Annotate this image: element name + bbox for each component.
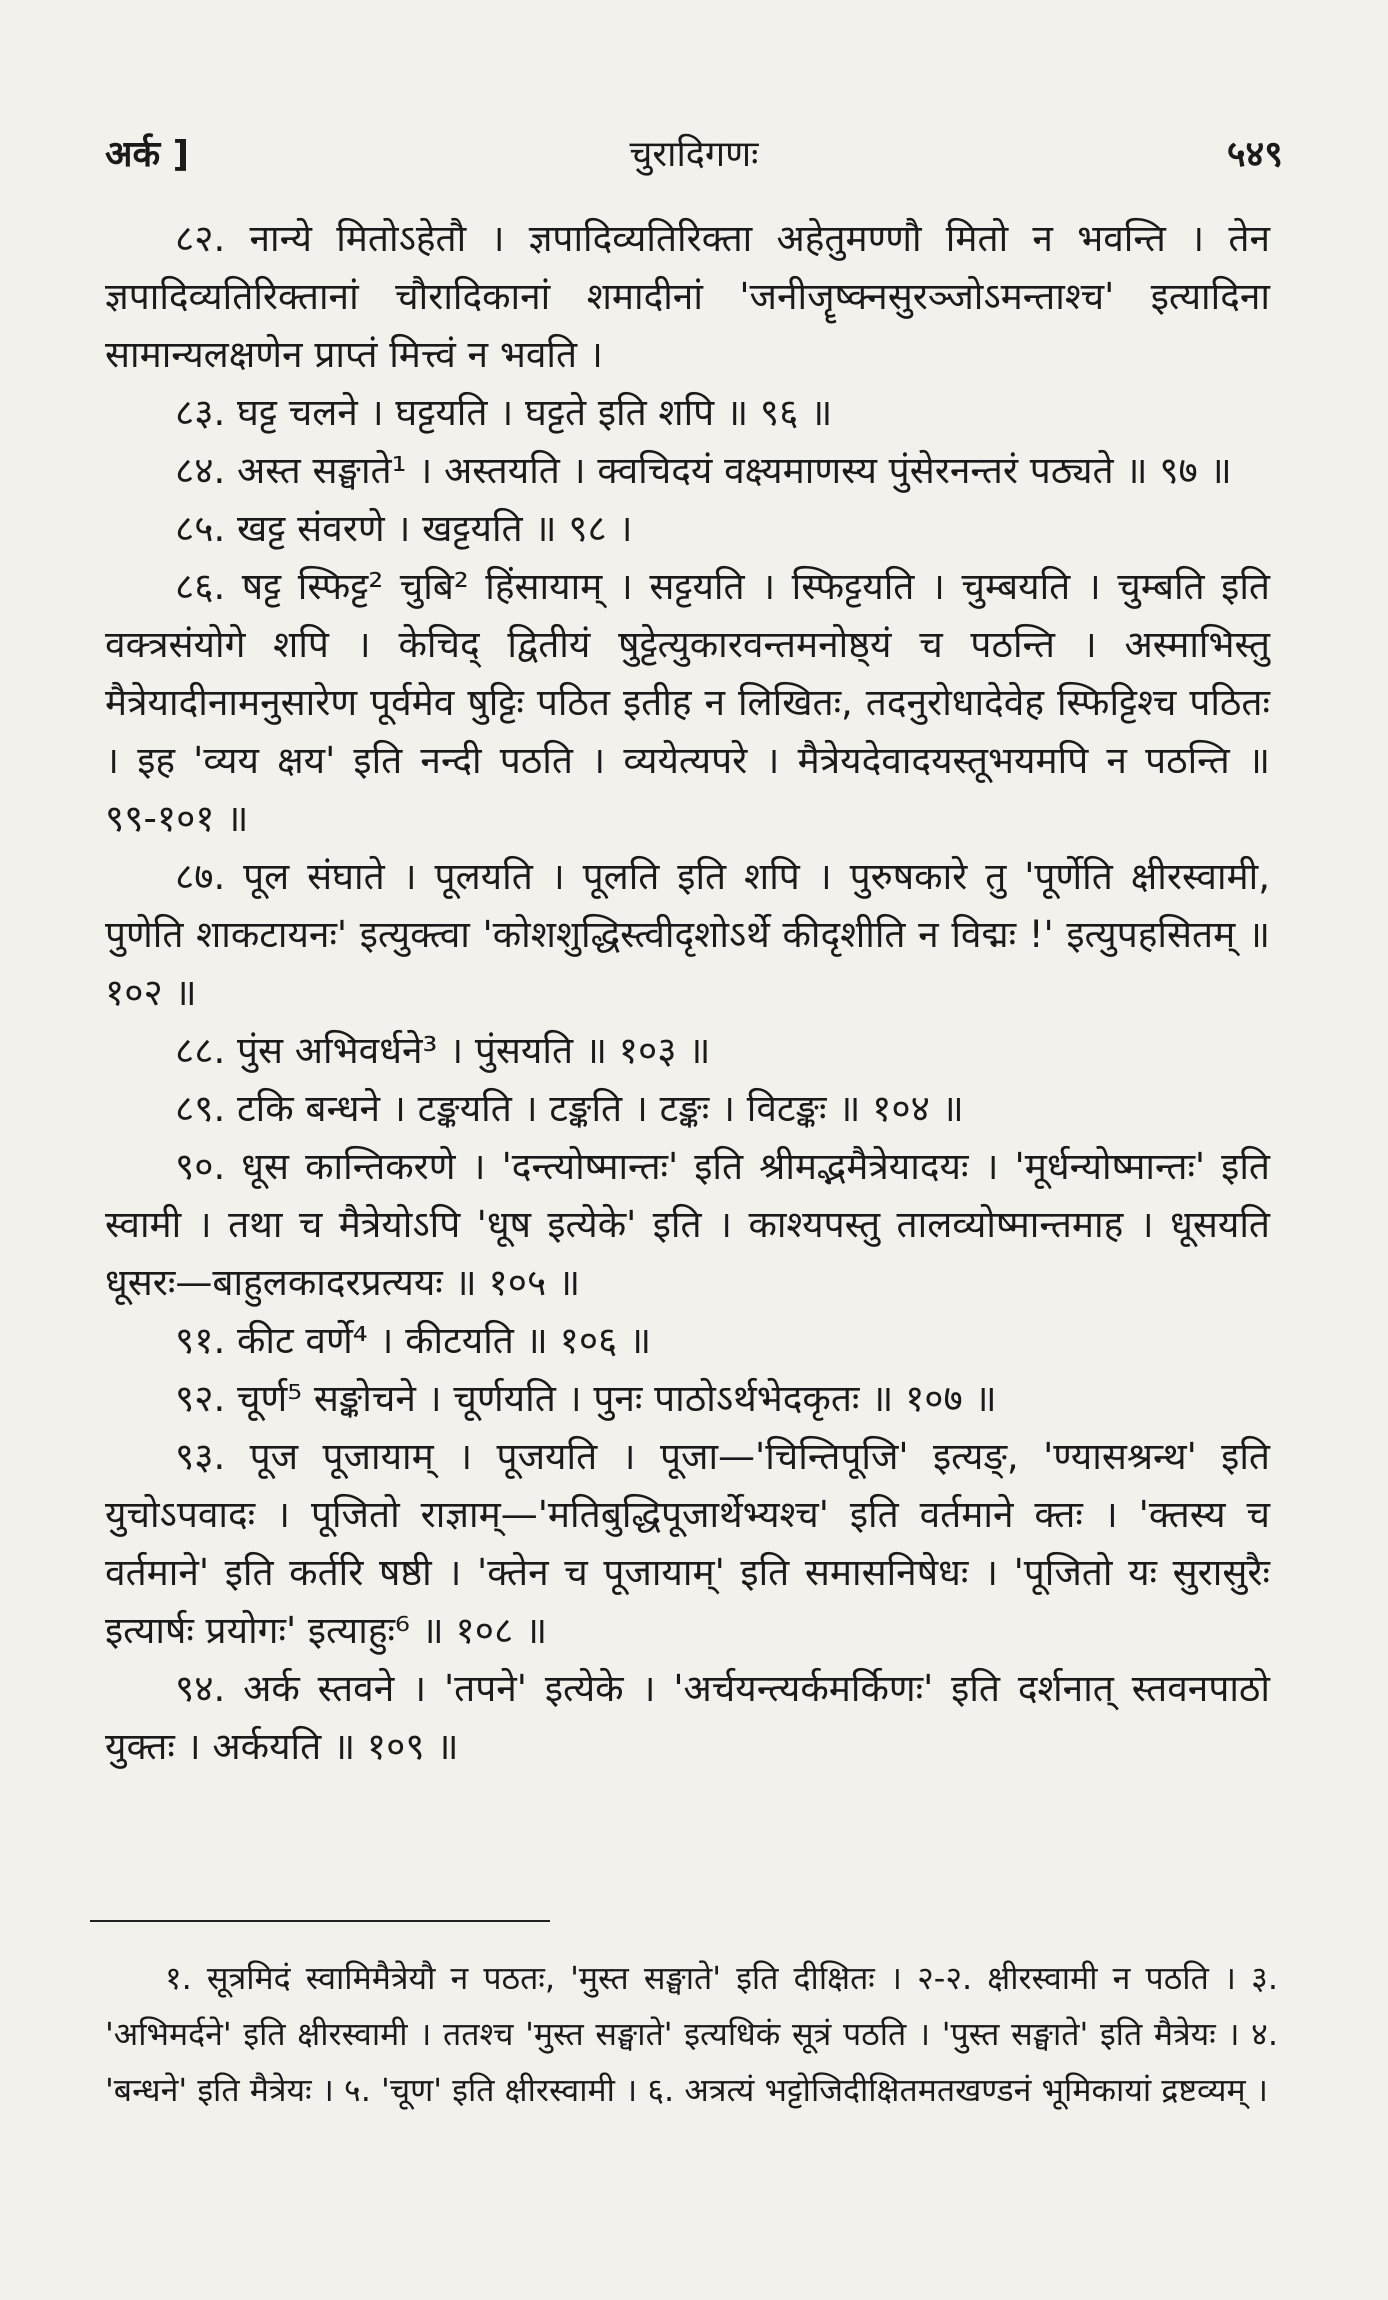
paragraph-82: ८२. नान्ये मितोऽहेतौ । ज्ञपादिव्यतिरिक्ता अहेतुमण्णौ मितो न भवन्ति । तेन ज्ञपादिव्यतिरिक्तानां चौरादिकानां शमादीनां 'जनीजॄष्क्नसुरञ्जोऽमन्ताश्च' इत्यादिना सामान्यलक्षणेन प्राप्तं मित्त्वं न भवति । (105, 217, 1270, 376)
paragraph-90: ९०. धूस कान्तिकरणे । 'दन्त्योष्मान्तः' इति श्रीमद्भमैत्रेयादयः । 'मूर्धन्योष्मान्तः' इति स्वामी । तथा च मैत्रेयोऽपि 'धूष इत्येके' इति । काश्यपस्तु तालव्योष्मान्तमाह । धूसयति धूसरः—बाहुलकादरप्रत्ययः ॥ १०५ ॥ (105, 1145, 1270, 1304)
paragraph-85: ८५. खट्ट संवरणे । खट्टयति ॥ ९८ । (175, 507, 633, 550)
paragraph-94: ९४. अर्क स्तवने । 'तपने' इत्येके । 'अर्चयन्त्यर्कमर्किणः' इति दर्शनात् स्तवनपाठो युक्तः । अर्कयति ॥ १०९ ॥ (105, 1667, 1270, 1768)
page-number: ५४९ (1226, 134, 1283, 175)
paragraph-89: ८९. टकि बन्धने । टङ्कयति । टङ्कति । टङ्कः । विटङ्कः ॥ १०४ ॥ (175, 1087, 964, 1130)
paragraph-83: ८३. घट्ट चलने । घट्टयति । घट्टते इति शपि ॥ ९६ ॥ (175, 391, 833, 434)
footnotes (105, 1950, 1278, 2118)
paragraph-93: ९३. पूज पूजायाम् । पूजयति । पूजा—'चिन्तिपूजि' इत्यङ्, 'ण्यासश्रन्थ' इति युचोऽपवादः । पूजितो राज्ञाम्—'मतिबुद्धिपूजार्थेभ्यश्च' इति वर्तमाने क्तः । 'क्तस्य च वर्तमाने' इति कर्तरि षष्ठी । 'क्तेन च पूजायाम्' इति समासनिषेधः । 'पूजितो यः सुरासुरैः इत्यार्षः प्रयोगः' इत्याहुः⁶ ॥ १०८ ॥ (105, 1435, 1270, 1652)
paragraph-86: ८६. षट्ट स्फिट्ट² चुबि² हिंसायाम् । सट्टयति । स्फिट्टयति । चुम्बयति । चुम्बति इति वक्त्रसंयोगे शपि । केचिद् द्वितीयं षुट्टेत्युकारवन्तमनोष्ठ्यं च पठन्ति । अस्माभिस्तु मैत्रेयादीनामनुसारेण पूर्वमेव षुट्टिः पठित इतीह न लिखितः, तदनुरोधादेवेह स्फिट्टिश्च पठितः । इह 'व्यय क्षय' इति नन्दी पठति । व्ययेत्यपरे । मैत्रेयदेवादयस्तूभयमपि न पठन्ति ॥ ९९-१०१ ॥ (105, 565, 1270, 840)
main-text (105, 210, 1270, 1776)
paragraph-91: ९१. कीट वर्णे⁴ । कीटयति ॥ १०६ ॥ (175, 1319, 652, 1362)
footnote-divider (90, 1920, 550, 1922)
paragraph-87: ८७. पूल संघाते । पूलयति । पूलति इति शपि । पुरुषकारे तु 'पूर्णेति क्षीरस्वामी, पुणेति शाकटायनः' इत्युक्त्वा 'कोशशुद्धिस्त्वीदृशोऽर्थे कीदृशीति न विद्मः !' इत्युपहसितम् ॥ १०२ ॥ (105, 855, 1270, 1014)
paragraph-84: ८४. अस्त सङ्घाते¹ । अस्तयति । क्वचिदयं वक्ष्यमाणस्य पुंसेरनन्तरं पठ्यते ॥ ९७ ॥ (175, 449, 1232, 492)
footnote-block: १. सूत्रमिदं स्वामिमैत्रेयौ न पठतः, 'मुस्त सङ्घाते' इति दीक्षितः । २-२. क्षीरस्वामी न पठति । ३. 'अभिमर्दने' इति क्षीरस्वामी । ततश्च 'मुस्त सङ्घाते' इत्यधिकं सूत्रं पठति । 'पुस्त सङ्घाते' इति मैत्रेयः । ४. 'बन्धने' इति मैत्रेयः । ५. 'चूण' इति क्षीरस्वामी । ६. अत्रत्यं भट्टोजिदीक्षितमतखण्डनं भूमिकायां द्रष्टव्यम् । (105, 1959, 1278, 2109)
paragraph-92: ९२. चूर्ण⁵ सङ्कोचने । चूर्णयति । पुनः पाठोऽर्थभेदकृतः ॥ १०७ ॥ (175, 1377, 997, 1420)
header-title: चुरादिगणः (629, 134, 759, 175)
running-head (105, 128, 1283, 178)
header-left: अर्क ] (105, 134, 190, 175)
paragraph-88: ८८. पुंस अभिवर्धने³ । पुंसयति ॥ १०३ ॥ (175, 1029, 711, 1072)
